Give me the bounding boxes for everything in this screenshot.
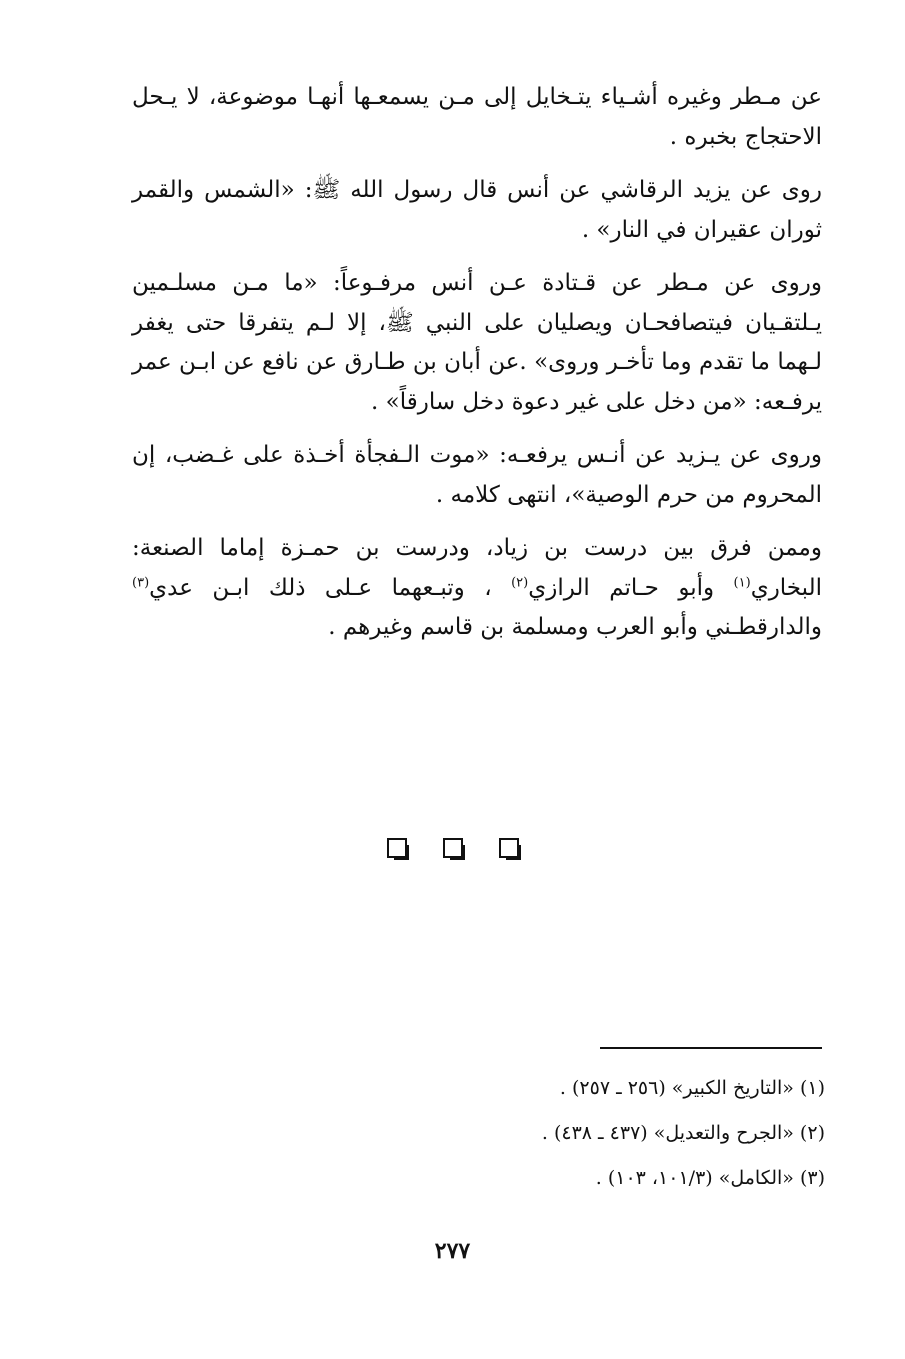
paragraph-4: وروى عن يـزيد عن أنـس يرفعـه: «موت الـفجأة أخـذة على غـضب، إن المحروم من حرم الوصية»، انتهى كلامه . — [132, 442, 822, 508]
square-ornament-icon — [387, 838, 407, 858]
footnotes — [430, 1066, 825, 1201]
main-text — [132, 78, 822, 662]
paragraph-5-part-3: ، وتبـعهما عـلى ذلك ابـن عدي — [149, 574, 512, 601]
footnote-3: (٣) «الكامل» (١٠١/٣، ١٠٣) . — [595, 1167, 825, 1189]
footnote-ref-2[interactable]: (٢) — [511, 574, 529, 590]
footnote-ref-1[interactable]: (١) — [733, 574, 751, 590]
square-ornament-icon — [499, 838, 519, 858]
square-ornament-icon — [443, 838, 463, 858]
paragraph-1: عن مـطر وغيره أشـياء يتـخايل إلى مـن يسمعـها أنهـا موضوعة، لا يـحل الاحتجاج بخبره . — [132, 84, 822, 150]
paragraph-5 — [132, 529, 822, 648]
paragraph-5-part-1: وممن فرق بين درست بن زياد، ودرست بن حمـزة إماما الصنعة: البخاري — [132, 535, 822, 601]
footnote-ref-3[interactable]: (٣) — [132, 574, 150, 590]
section-divider — [0, 838, 905, 858]
footnote-2: (٢) «الجرح والتعديل» (٤٣٧ ـ ٤٣٨) . — [541, 1122, 825, 1144]
paragraph-5-part-2: وأبو حـاتم الرازي — [528, 574, 734, 601]
footnote-separator — [600, 1047, 822, 1049]
paragraph-3: وروى عن مـطر عن قـتادة عـن أنس مرفـوعاً: «ما مـن مسلـمين يـلتقـيان فيتصافحـان ويصليان على النبي ﷺ، إلا لـم يتفرقا حتى يغفر لـهما ما تقدم وما تأخـر وروى» .عن أبان بن طـارق عن نافع عن ابـن عمر يرفـعه: «من دخل على غير دعوة دخل سارقاً» . — [132, 270, 822, 415]
paragraph-5-part-4: والدارقطـني وأبو العرب ومسلمة بن قاسم وغيرهم . — [328, 614, 822, 640]
page-number: ٢٧٧ — [434, 1238, 471, 1264]
paragraph-2: روى عن يزيد الرقاشي عن أنس قال رسول الله ﷺ: «الشمس والقمر ثوران عقيران في النار» . — [132, 177, 822, 243]
footnote-1: (١) «التاريخ الكبير» (٢٥٦ ـ ٢٥٧) . — [559, 1077, 825, 1099]
